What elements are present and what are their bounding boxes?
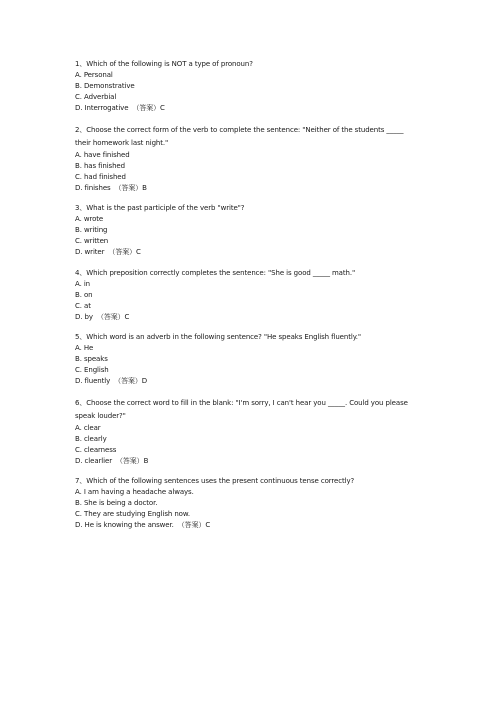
question-4	[75, 268, 425, 323]
option-d-with-answer	[75, 247, 425, 258]
option-d-with-answer	[75, 456, 425, 467]
option-d: D. Interrogative	[75, 104, 129, 112]
option-b: B. speaks	[75, 355, 108, 363]
option-d: D. finishes	[75, 183, 111, 192]
answer-tag: （答案）C	[177, 521, 211, 529]
question-stem: 5、Which word is an adverb in the following sentence? "He speaks English fluently."	[75, 333, 361, 341]
option-a: A. wrote	[75, 215, 104, 223]
answer-tag: （答案）C	[96, 312, 130, 321]
option-c: C. had finished	[75, 172, 126, 181]
option-a: A. have finished	[75, 150, 130, 159]
option-b: B. on	[75, 290, 93, 299]
option-c: C. Adverbial	[75, 93, 117, 101]
option-b: B. She is being a doctor.	[75, 499, 158, 507]
option-c: C. English	[75, 366, 109, 374]
option-d-with-answer	[75, 312, 425, 323]
question-stem: 1、Which of the following is NOT a type of pronoun?	[75, 60, 253, 68]
option-b: B. Demonstrative	[75, 82, 135, 90]
option-d: D. He is knowing the answer.	[75, 521, 174, 529]
answer-tag: （答案）B	[115, 456, 149, 465]
question-6	[75, 397, 425, 467]
option-c: C. clearness	[75, 445, 117, 454]
option-a: A. Personal	[75, 71, 113, 79]
question-stem: 6、Choose the correct word to fill in the blank: "I'm sorry, I can't hear you _____. Could you please speak louder?"	[75, 398, 408, 420]
document-body	[75, 59, 425, 541]
question-stem: 3、What is the past participle of the verb "write"?	[75, 204, 245, 212]
option-a: A. in	[75, 279, 90, 288]
question-3	[75, 203, 425, 258]
option-a: A. clear	[75, 423, 101, 432]
answer-tag: （答案）D	[114, 377, 148, 385]
question-stem: 7、Which of the following sentences uses the present continuous tense correctly?	[75, 477, 355, 485]
option-d-with-answer	[75, 183, 425, 194]
question-7	[75, 476, 425, 531]
option-c: C. They are studying English now.	[75, 510, 190, 518]
option-d-with-answer	[75, 376, 425, 387]
option-b: B. has finished	[75, 161, 125, 170]
question-5	[75, 332, 425, 387]
option-d: D. fluently	[75, 377, 111, 385]
question-2	[75, 124, 425, 194]
option-b: B. clearly	[75, 434, 107, 443]
option-d: D. clearlier	[75, 456, 112, 465]
option-b: B. writing	[75, 226, 108, 234]
question-stem: 4、Which preposition correctly completes the sentence: "She is good _____ math."	[75, 268, 356, 277]
answer-tag: （答案）C	[132, 104, 165, 112]
question-1	[75, 59, 425, 114]
option-c: C. written	[75, 237, 109, 245]
question-stem: 2、Choose the correct form of the verb to complete the sentence: "Neither of the students _____ their homework last night."	[75, 125, 404, 147]
option-d-with-answer	[75, 103, 425, 114]
option-d: D. by	[75, 312, 93, 321]
option-a: A. I am having a headache always.	[75, 488, 194, 496]
option-c: C. at	[75, 301, 91, 310]
answer-tag: （答案）B	[114, 183, 147, 192]
option-d: D. writer	[75, 248, 105, 256]
option-d-with-answer	[75, 520, 425, 531]
option-a: A. He	[75, 344, 94, 352]
answer-tag: （答案）C	[108, 248, 141, 256]
